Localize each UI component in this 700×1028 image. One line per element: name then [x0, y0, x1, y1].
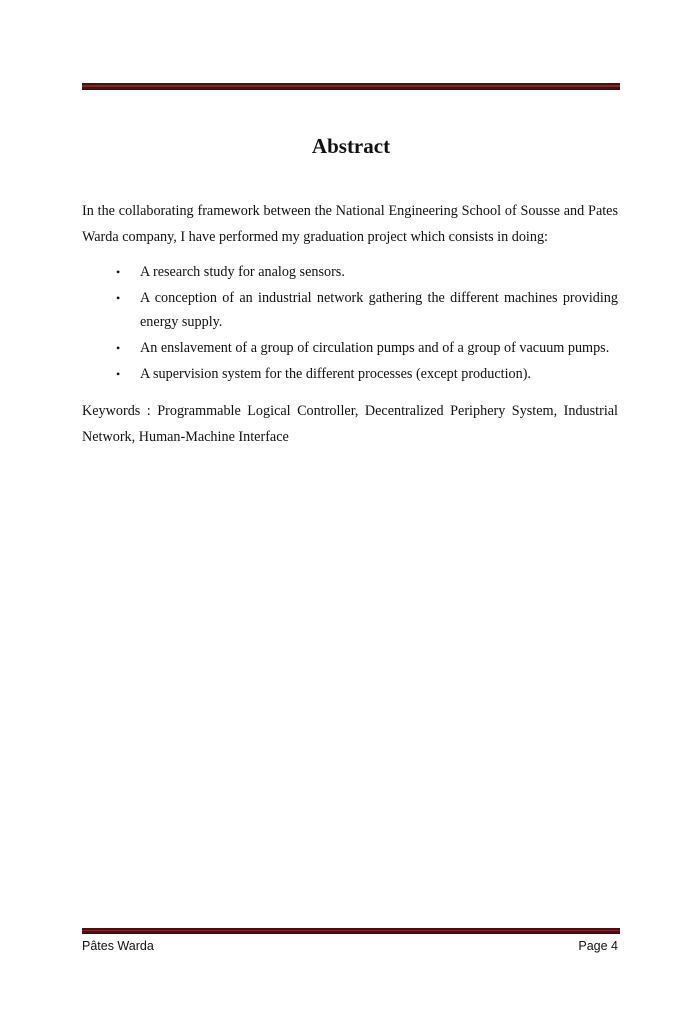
- keywords-paragraph: Keywords : Programmable Logical Controller, Decentralized Periphery System, Industrial Network, Human-Machine Interface: [82, 403, 618, 445]
- page-number: Page 4: [578, 939, 618, 953]
- abstract-intro: In the collaborating framework between the National Engineering School of Sousse and Pates Warda company, I have performed my graduation project which consists in doing:: [82, 203, 618, 245]
- bullet-icon: •: [116, 291, 121, 305]
- footer-rule: [82, 928, 620, 934]
- page-title: Abstract: [311, 134, 391, 158]
- header-rule: [82, 83, 620, 90]
- list-item: [82, 286, 618, 334]
- bullet-icon: •: [116, 367, 121, 381]
- list-item: [82, 336, 618, 360]
- bullet-icon: •: [116, 341, 121, 355]
- list-item: [82, 260, 618, 284]
- list-item: [82, 362, 618, 386]
- list-item-text: A supervision system for the different processes (except production).: [140, 366, 531, 382]
- objectives-list: [82, 260, 618, 388]
- footer-company: Pâtes Warda: [82, 939, 154, 953]
- list-item-text: An enslavement of a group of circulation pumps and of a group of vacuum pumps.: [140, 340, 610, 356]
- list-item-text: A conception of an industrial network gathering the different machines providing energy supply.: [140, 290, 618, 330]
- page-footer: [82, 937, 618, 955]
- list-item-text: A research study for analog sensors.: [140, 264, 345, 280]
- bullet-icon: •: [116, 265, 121, 279]
